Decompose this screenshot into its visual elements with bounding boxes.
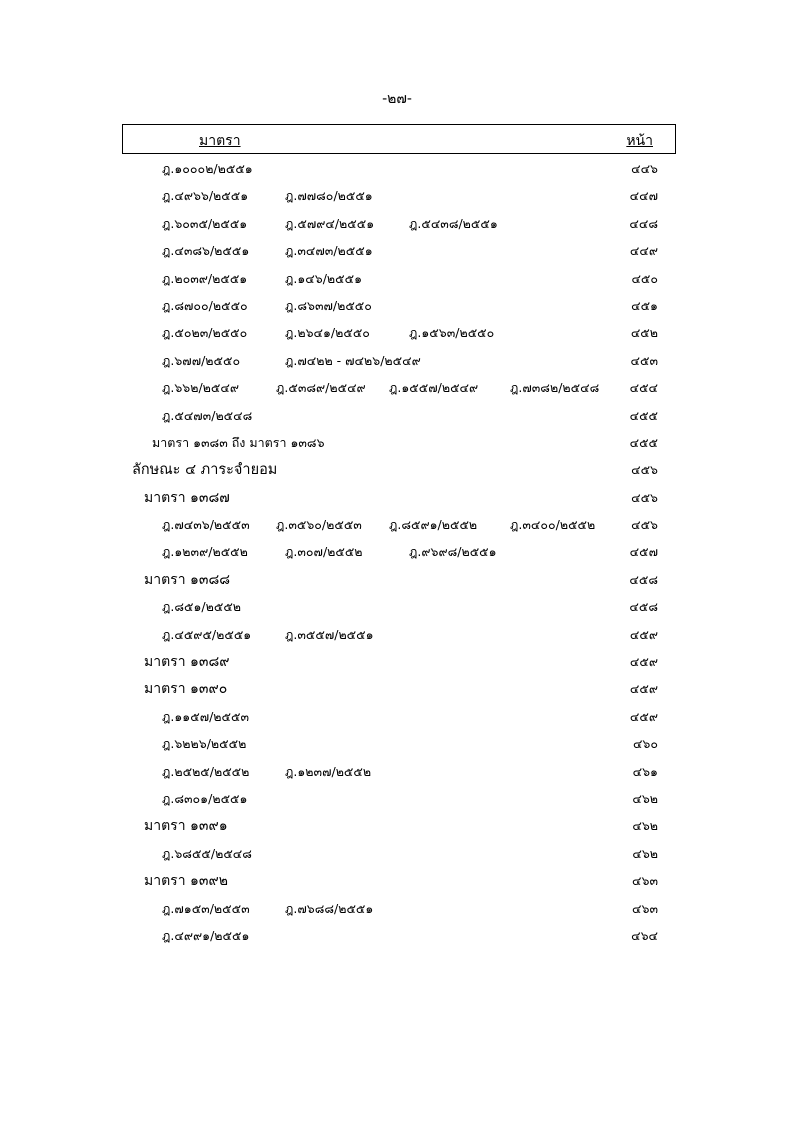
page-reference: ๔๔๙ bbox=[629, 243, 658, 259]
page-reference: ๔๕๒ bbox=[630, 325, 658, 341]
index-header bbox=[122, 124, 676, 154]
case-reference: ฎ.๖๒๒๖/๒๕๕๒ bbox=[162, 736, 247, 752]
case-reference: ฎ.๙๖๙๘/๒๕๕๑ bbox=[409, 544, 497, 560]
case-reference: ฎ.๘๗๐๐/๒๕๕๐ bbox=[162, 297, 248, 313]
case-entry-row bbox=[0, 620, 794, 647]
case-entry-row bbox=[0, 537, 794, 564]
page-reference: ๔๕๕ bbox=[629, 434, 658, 450]
case-reference: ฎ.๕๔๓๘/๒๕๕๑ bbox=[409, 215, 498, 231]
page-reference: ๔๕๕ bbox=[629, 407, 658, 423]
page-reference: ๔๕๗ bbox=[629, 544, 658, 560]
case-entry-row bbox=[0, 209, 794, 236]
case-reference: ฎ.๔๙๙๑/๒๕๕๑ bbox=[162, 927, 250, 943]
page-reference: ๔๕๘ bbox=[629, 571, 658, 587]
section-heading-row bbox=[0, 866, 794, 893]
index-list bbox=[0, 154, 794, 948]
case-reference: ฎ.๗๔๓๖/๒๕๕๓ bbox=[162, 517, 250, 533]
page-reference: ๔๖๒ bbox=[632, 845, 658, 861]
page-reference: ๔๖๓ bbox=[632, 873, 658, 889]
page-reference: ๔๕๖ bbox=[631, 517, 658, 533]
case-reference: ฎ.๔๙๖๖/๒๕๕๑ bbox=[162, 188, 249, 204]
case-reference: ฎ.๑๕๖๓/๒๕๕๐ bbox=[409, 325, 495, 341]
case-reference: ฎ.๖๐๓๕/๒๕๕๑ bbox=[162, 215, 248, 231]
case-reference: ฎ.๑๑๕๗/๒๕๕๓ bbox=[162, 708, 250, 724]
section-title: มาตรา ๑๓๘๓ ถึง มาตรา ๑๓๘๖ bbox=[152, 434, 325, 450]
case-entry-row bbox=[0, 592, 794, 619]
page-reference: ๔๕๙ bbox=[629, 681, 658, 697]
case-reference: ฎ.๓๔๗๓/๒๕๕๑ bbox=[285, 243, 373, 259]
case-reference: ฎ.๑๕๕๗/๒๕๔๙ bbox=[389, 380, 479, 396]
case-reference: ฎ.๔๓๘๖/๒๕๕๑ bbox=[162, 243, 250, 259]
page-reference: ๔๕๐ bbox=[631, 270, 658, 286]
case-reference: ฎ.๑๒๓๙/๒๕๕๒ bbox=[162, 544, 248, 560]
case-entry-row bbox=[0, 264, 794, 291]
page-reference: ๔๕๙ bbox=[629, 654, 658, 670]
case-reference: ฎ.๘๖๓๗/๒๕๕๐ bbox=[285, 297, 372, 313]
case-reference: ฎ.๑๔๖/๒๕๕๑ bbox=[285, 270, 363, 286]
section-title: มาตรา ๑๓๘๙ bbox=[144, 654, 230, 671]
section-heading-row bbox=[0, 811, 794, 838]
case-reference: ฎ.๖๘๕๕/๒๕๔๘ bbox=[162, 845, 252, 861]
section-title: มาตรา ๑๓๙๑ bbox=[144, 818, 228, 835]
case-entry-row bbox=[0, 401, 794, 428]
page-reference: ๔๕๖ bbox=[631, 489, 658, 505]
case-reference: ฎ.๗๓๘๒/๒๕๔๘ bbox=[510, 380, 600, 396]
section-title: มาตรา ๑๓๙๒ bbox=[144, 873, 228, 890]
case-reference: ฎ.๓๔๐๐/๒๕๕๒ bbox=[510, 517, 596, 533]
case-entry-row bbox=[0, 921, 794, 948]
case-reference: ฎ.๗๑๕๓/๒๕๕๓ bbox=[162, 900, 250, 916]
case-entry-row bbox=[0, 154, 794, 181]
page-reference: ๔๔๘ bbox=[629, 215, 658, 231]
case-reference: ฎ.๑๒๓๗/๒๕๕๒ bbox=[285, 763, 372, 779]
case-entry-row bbox=[0, 702, 794, 729]
case-reference: ฎ.๒๖๔๑/๒๕๕๐ bbox=[285, 325, 370, 341]
page-reference: ๔๕๑ bbox=[631, 297, 658, 313]
page-reference: ๔๖๓ bbox=[632, 900, 658, 916]
page-reference: ๔๖๒ bbox=[632, 790, 658, 806]
case-reference: ฎ.๗๔๒๒ - ๗๔๒๖/๒๕๔๙ bbox=[285, 352, 421, 368]
page-reference: ๔๕๖ bbox=[631, 462, 658, 478]
case-reference: ฎ.๔๕๙๕/๒๕๕๑ bbox=[162, 626, 252, 642]
case-entry-row bbox=[0, 839, 794, 866]
section-title: มาตรา ๑๓๘๘ bbox=[144, 571, 231, 588]
case-entry-row bbox=[0, 373, 794, 400]
page-reference: ๔๔๗ bbox=[629, 188, 658, 204]
case-reference: ฎ.๓๕๕๗/๒๕๕๑ bbox=[285, 626, 374, 642]
section-title: มาตรา ๑๓๙๐ bbox=[144, 681, 228, 698]
case-reference: ฎ.๒๕๒๕/๒๕๕๒ bbox=[162, 763, 250, 779]
section-heading-row bbox=[0, 483, 794, 510]
section-title: ลักษณะ ๔ ภาระจำยอม bbox=[132, 462, 278, 479]
section-heading-row bbox=[0, 647, 794, 674]
case-reference: ฎ.๖๖๒/๒๕๔๙ bbox=[162, 380, 240, 396]
case-reference: ฎ.๕๗๙๔/๒๕๕๑ bbox=[285, 215, 375, 231]
case-entry-row bbox=[0, 318, 794, 345]
case-entry-row bbox=[0, 510, 794, 537]
case-reference: ฎ.๑๐๐๐๒/๒๕๕๑ bbox=[162, 161, 253, 176]
case-entry-row bbox=[0, 291, 794, 318]
case-reference: ฎ.๕๐๒๓/๒๕๕๐ bbox=[162, 325, 248, 341]
section-heading-row bbox=[0, 674, 794, 701]
header-section-label: มาตรา bbox=[199, 133, 241, 149]
case-reference: ฎ.๓๕๖๐/๒๕๕๓ bbox=[276, 517, 362, 533]
case-reference: ฎ.๗๖๘๘/๒๕๕๑ bbox=[285, 900, 374, 916]
section-title: มาตรา ๑๓๘๗ bbox=[144, 489, 230, 506]
case-entry-row bbox=[0, 784, 794, 811]
case-reference: ฎ.๕๔๗๓/๒๕๔๘ bbox=[162, 407, 253, 423]
case-reference: ฎ.๖๗๗/๒๕๕๐ bbox=[162, 352, 241, 368]
page-reference: ๔๖๑ bbox=[632, 763, 658, 779]
page-reference: ๔๕๙ bbox=[629, 708, 658, 724]
section-heading-row bbox=[0, 428, 794, 455]
case-entry-row bbox=[0, 181, 794, 208]
case-entry-row bbox=[0, 236, 794, 263]
page-reference: ๔๕๔ bbox=[629, 380, 658, 396]
page-reference: ๔๖๔ bbox=[631, 927, 658, 943]
section-heading-row bbox=[0, 565, 794, 592]
page-reference: ๔๕๓ bbox=[630, 352, 658, 368]
header-page-label: หน้า bbox=[626, 133, 653, 149]
chapter-heading-row bbox=[0, 455, 794, 482]
case-reference: ฎ.๘๕๑/๒๕๕๒ bbox=[162, 599, 242, 615]
page-number: -๒๗- bbox=[382, 91, 412, 107]
case-reference: ฎ.๕๓๘๙/๒๕๔๙ bbox=[276, 380, 366, 396]
case-reference: ฎ.๒๐๓๙/๒๕๕๑ bbox=[162, 270, 248, 286]
page-reference: ๔๖๐ bbox=[632, 736, 658, 752]
page-reference: ๔๕๙ bbox=[629, 626, 658, 642]
case-entry-row bbox=[0, 894, 794, 921]
page-reference: ๔๔๖ bbox=[631, 161, 658, 176]
case-reference: ฎ.๘๕๙๑/๒๕๕๒ bbox=[389, 517, 478, 533]
page-reference: ๔๖๒ bbox=[632, 818, 658, 834]
case-entry-row bbox=[0, 346, 794, 373]
page-reference: ๔๕๘ bbox=[629, 599, 658, 615]
case-reference: ฎ.๓๐๗/๒๕๕๒ bbox=[285, 544, 363, 560]
case-entry-row bbox=[0, 729, 794, 756]
case-reference: ฎ.๘๓๐๑/๒๕๕๑ bbox=[162, 790, 248, 806]
case-reference: ฎ.๗๗๘๐/๒๕๕๑ bbox=[285, 188, 373, 204]
case-entry-row bbox=[0, 757, 794, 784]
